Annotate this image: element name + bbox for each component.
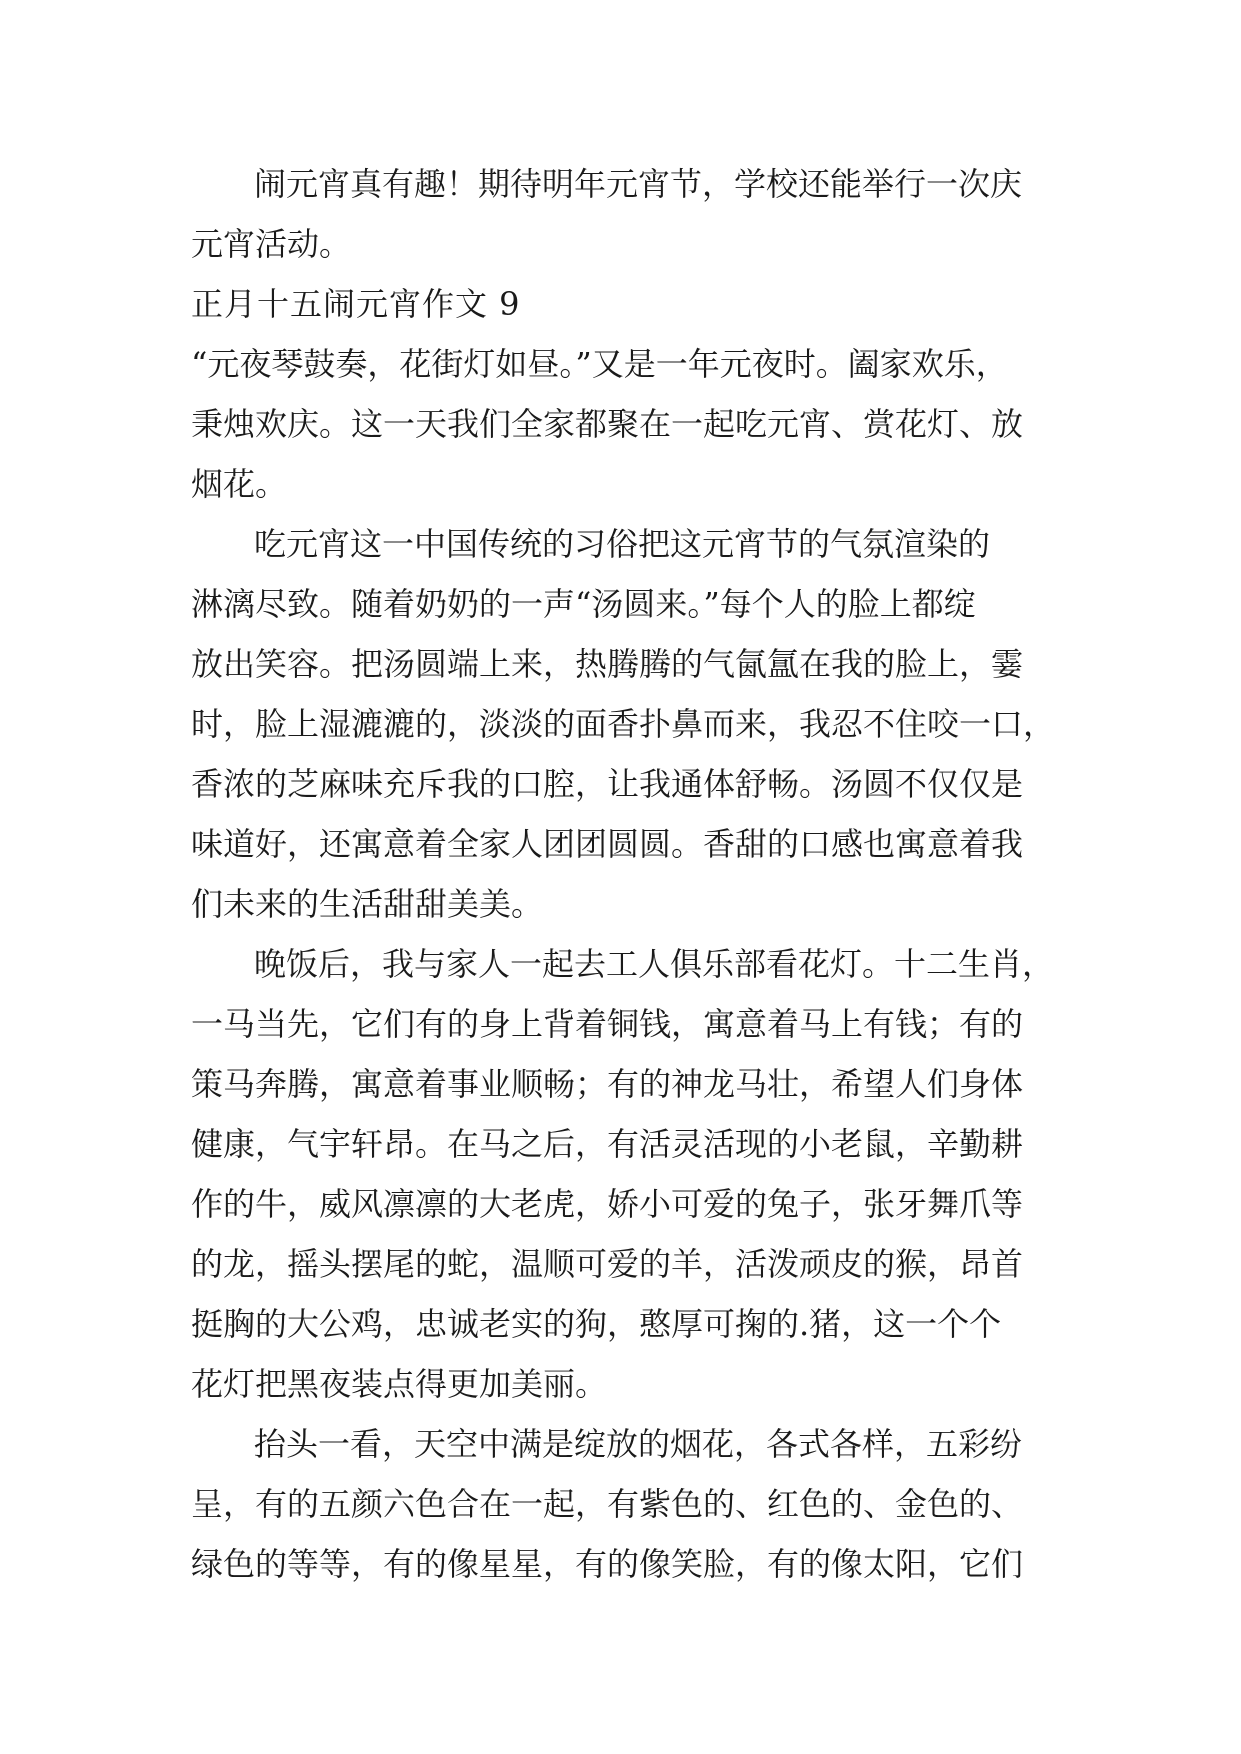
paragraph-line: “元夜琴鼓奏，花街灯如昼。”又是一年元夜时。阖家欢乐， [191,345,1008,383]
paragraph-line: 放出笑容。把汤圆端上来，热腾腾的气氤氲在我的脸上，霎 [191,645,1024,683]
paragraph-line: 挺胸的大公鸡，忠诚老实的狗，憨厚可掬的.猪，这一个个 [191,1305,1002,1343]
paragraph-line: 烟花。 [191,465,288,503]
paragraph-line: 闹元宵真有趣！期待明年元宵节，学校还能举行一次庆 [254,165,1023,203]
paragraph-line: 花灯把黑夜装点得更加美丽。 [191,1365,608,1403]
paragraph-line: 健康，气宇轩昂。在马之后，有活灵活现的小老鼠，辛勤耕 [191,1125,1024,1163]
paragraph-line: 时，脸上湿漉漉的，淡淡的面香扑鼻而来，我忍不住咬一口， [191,705,1056,743]
paragraph-line: 元宵活动。 [191,225,352,263]
paragraph-line: 淋漓尽致。随着奶奶的一声“汤圆来。”每个人的脸上都绽 [191,585,976,623]
paragraph-line: 秉烛欢庆。这一天我们全家都聚在一起吃元宵、赏花灯、放 [191,405,1024,443]
paragraph-line: 香浓的芝麻味充斥我的口腔，让我通体舒畅。汤圆不仅仅是 [191,765,1024,803]
document-page [191,154,1061,1594]
paragraph-line: 味道好，还寓意着全家人团团圆圆。香甜的口感也寓意着我 [191,825,1024,863]
paragraph-line: 策马奔腾，寓意着事业顺畅；有的神龙马壮，希望人们身体 [191,1065,1024,1103]
paragraph-line: 晚饭后，我与家人一起去工人俱乐部看花灯。十二生肖， [254,945,1055,983]
paragraph-line: 的龙，摇头摆尾的蛇，温顺可爱的羊，活泼顽皮的猴，昂首 [191,1245,1024,1283]
paragraph-line: 吃元宵这一中国传统的习俗把这元宵节的气氛渲染的 [254,525,991,563]
section-title: 正月十五闹元宵作文 9 [191,285,521,323]
paragraph-line: 作的牛，威风凛凛的大老虎，娇小可爱的兔子，张牙舞爪等 [191,1185,1024,1223]
paragraph-line: 们未来的生活甜甜美美。 [191,885,544,923]
paragraph-line: 抬头一看，天空中满是绽放的烟花，各式各样，五彩纷 [254,1425,1023,1463]
paragraph-line: 绿色的等等，有的像星星，有的像笑脸，有的像太阳，它们 [191,1545,1024,1583]
paragraph-line: 一马当先，它们有的身上背着铜钱，寓意着马上有钱；有的 [191,1005,1024,1043]
paragraph-line: 呈，有的五颜六色合在一起，有紫色的、红色的、金色的、 [191,1485,1024,1523]
